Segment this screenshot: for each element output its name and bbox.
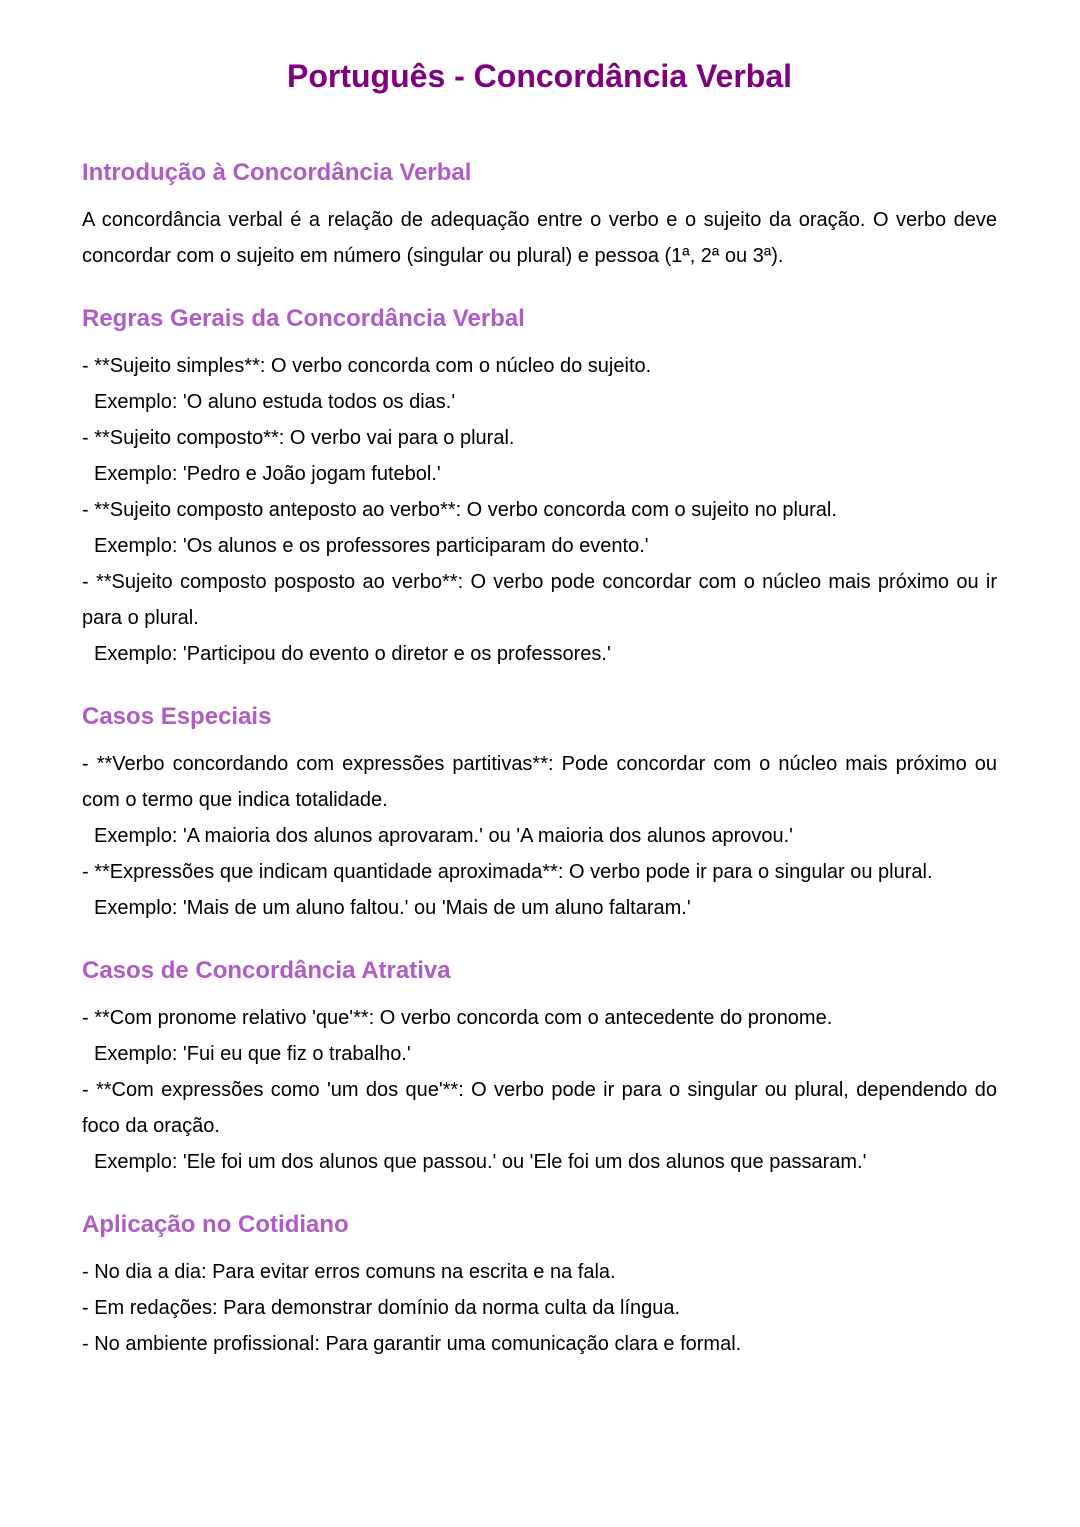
section-attractive-agreement bbox=[82, 954, 997, 1180]
rule-text: - **Com expressões como 'um dos que'**: O verbo pode ir para o singular ou plural, dependendo do foco da oração. bbox=[82, 1079, 997, 1137]
example-text: Exemplo: 'Pedro e João jogam futebol.' bbox=[94, 463, 441, 485]
example-text: Exemplo: 'Fui eu que fiz o trabalho.' bbox=[94, 1043, 411, 1065]
section-heading: Casos Especiais bbox=[82, 703, 272, 730]
section-introduction bbox=[82, 156, 997, 274]
section-special-cases bbox=[82, 700, 997, 926]
section-heading: Introdução à Concordância Verbal bbox=[82, 159, 472, 186]
rule-text: - **Com pronome relativo 'que'**: O verbo concorda com o antecedente do pronome. bbox=[82, 1007, 833, 1029]
section-daily-application bbox=[82, 1208, 997, 1362]
rule-text: - **Sujeito simples**: O verbo concorda com o núcleo do sujeito. bbox=[82, 355, 652, 377]
document-content bbox=[82, 156, 997, 1390]
example-text: Exemplo: 'O aluno estuda todos os dias.' bbox=[94, 391, 456, 413]
rule-text: - **Verbo concordando com expressões partitivas**: Pode concordar com o núcleo mais próximo ou com o termo que indica totalidade. bbox=[82, 753, 997, 811]
intro-paragraph: A concordância verbal é a relação de adequação entre o verbo e o sujeito da oração. O verbo deve concordar com o sujeito em número (singular ou plural) e pessoa (1ª, 2ª ou 3ª). bbox=[82, 209, 997, 267]
rule-text: - **Sujeito composto posposto ao verbo**: O verbo pode concordar com o núcleo mais próximo ou ir para o plural. bbox=[82, 571, 997, 629]
application-item: - Em redações: Para demonstrar domínio da norma culta da língua. bbox=[82, 1297, 681, 1319]
rule-text: - **Expressões que indicam quantidade aproximada**: O verbo pode ir para o singular ou plural. bbox=[82, 861, 933, 883]
application-item: - No ambiente profissional: Para garantir uma comunicação clara e formal. bbox=[82, 1333, 742, 1355]
section-heading: Aplicação no Cotidiano bbox=[82, 1211, 349, 1238]
rule-text: - **Sujeito composto anteposto ao verbo**: O verbo concorda com o sujeito no plural. bbox=[82, 499, 837, 521]
rule-text: - **Sujeito composto**: O verbo vai para o plural. bbox=[82, 427, 515, 449]
section-general-rules bbox=[82, 302, 997, 672]
section-heading: Regras Gerais da Concordância Verbal bbox=[82, 305, 525, 332]
page-title: Português - Concordância Verbal bbox=[287, 58, 792, 94]
application-item: - No dia a dia: Para evitar erros comuns na escrita e na fala. bbox=[82, 1261, 616, 1283]
example-text: Exemplo: 'Os alunos e os professores participaram do evento.' bbox=[94, 535, 649, 557]
section-heading: Casos de Concordância Atrativa bbox=[82, 957, 451, 984]
example-text: Exemplo: 'Participou do evento o diretor e os professores.' bbox=[94, 643, 611, 665]
example-text: Exemplo: 'A maioria dos alunos aprovaram.' ou 'A maioria dos alunos aprovou.' bbox=[94, 825, 793, 847]
example-text: Exemplo: 'Ele foi um dos alunos que passou.' ou 'Ele foi um dos alunos que passaram.' bbox=[94, 1151, 867, 1173]
example-text: Exemplo: 'Mais de um aluno faltou.' ou 'Mais de um aluno faltaram.' bbox=[94, 897, 691, 919]
